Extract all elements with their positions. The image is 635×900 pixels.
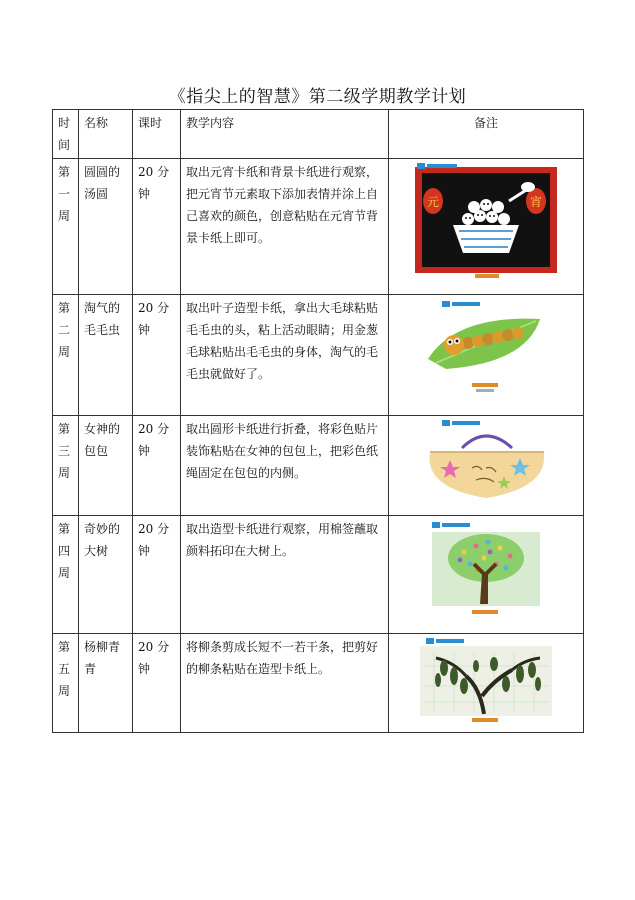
lesson-name: 杨柳青青 bbox=[79, 634, 133, 733]
header-time: 时间 bbox=[53, 110, 79, 159]
week-cell: 第 五 周 bbox=[53, 634, 79, 733]
lesson-content: 取出叶子造型卡纸，拿出大毛球粘贴毛毛虫的头，粘上活动眼睛；用金葱毛球粘贴出毛毛虫的身体，淘气的毛毛虫就做好了。 bbox=[181, 295, 389, 416]
lesson-name: 淘气的毛毛虫 bbox=[79, 295, 133, 416]
week-cell: 第 二 周 bbox=[53, 295, 79, 416]
lesson-content: 将柳条剪成长短不一若干条，把剪好的柳条粘贴在造型卡纸上。 bbox=[181, 634, 389, 733]
header-content: 教学内容 bbox=[181, 110, 389, 159]
lesson-hours: 20 分钟 bbox=[133, 295, 181, 416]
table-row bbox=[53, 416, 584, 516]
note-image-cell bbox=[389, 159, 584, 295]
lesson-content: 取出元宵卡纸和背景卡纸进行观察，把元宵节元素取下添加表情并涂上自己喜欢的颜色，创意粘贴在元宵节背景卡纸上即可。 bbox=[181, 159, 389, 295]
lesson-hours: 20 分钟 bbox=[133, 416, 181, 516]
note-image-cell bbox=[389, 416, 584, 516]
lesson-hours: 20 分钟 bbox=[133, 634, 181, 733]
table-header-row bbox=[53, 110, 584, 159]
header-hours: 课时 bbox=[133, 110, 181, 159]
week-cell: 第 三 周 bbox=[53, 416, 79, 516]
note-image-cell bbox=[389, 295, 584, 416]
document-title: 《指尖上的智慧》第二级学期教学计划 bbox=[168, 87, 467, 107]
table-row bbox=[53, 634, 584, 733]
tree-craft-image bbox=[424, 518, 548, 622]
lesson-name: 女神的包包 bbox=[79, 416, 133, 516]
table-row bbox=[53, 516, 584, 634]
lesson-hours: 20 分钟 bbox=[133, 159, 181, 295]
willow-craft-image bbox=[414, 636, 558, 724]
header-name: 名称 bbox=[79, 110, 133, 159]
tangyuan-craft-image bbox=[413, 161, 559, 281]
note-image-cell bbox=[389, 634, 584, 733]
caterpillar-craft-image bbox=[416, 297, 556, 401]
lesson-content: 取出造型卡纸进行观察，用棉签蘸取颜料拓印在大树上。 bbox=[181, 516, 389, 634]
lesson-hours: 20 分钟 bbox=[133, 516, 181, 634]
table-row bbox=[53, 159, 584, 295]
lesson-name: 奇妙的大树 bbox=[79, 516, 133, 634]
handbag-craft-image bbox=[416, 418, 556, 504]
teaching-plan-table bbox=[52, 109, 584, 733]
note-image-cell bbox=[389, 516, 584, 634]
week-cell: 第 四 周 bbox=[53, 516, 79, 634]
table-row bbox=[53, 295, 584, 416]
svg-text:宵: 宵 bbox=[529, 195, 543, 209]
lesson-name: 圆圆的汤圆 bbox=[79, 159, 133, 295]
week-cell: 第 一 周 bbox=[53, 159, 79, 295]
lesson-content: 取出圆形卡纸进行折叠，将彩色贴片装饰粘贴在女神的包包上，把彩色纸绳固定在包包的内侧。 bbox=[181, 416, 389, 516]
svg-text:元: 元 bbox=[426, 195, 440, 209]
header-note: 备注 bbox=[389, 110, 584, 159]
